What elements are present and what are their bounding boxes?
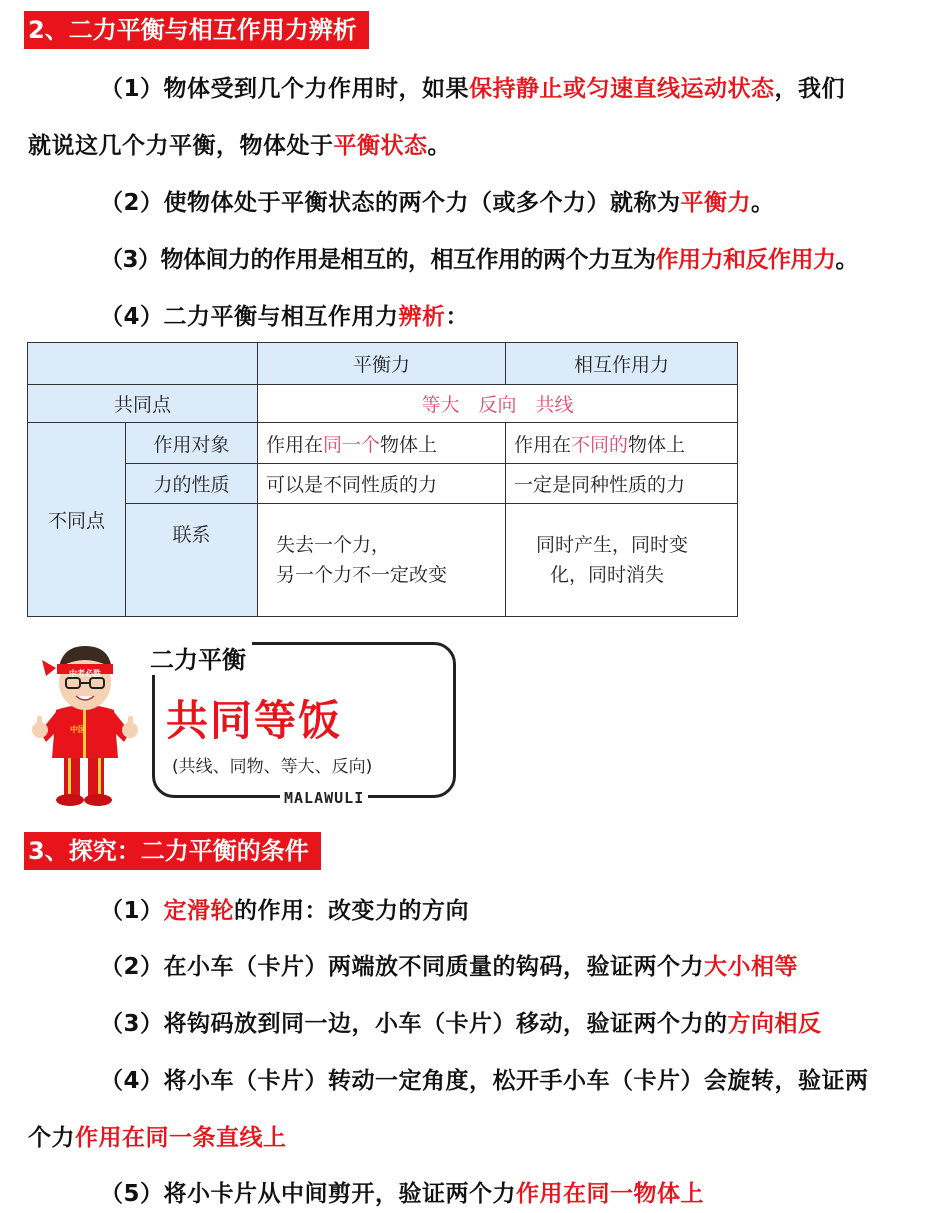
s3-paragraph-4-continued [28, 1119, 920, 1152]
s3p2-text: （2）在小车（卡片）两端放不同质量的钩码，验证两个力 [100, 954, 705, 980]
paragraph-2 [28, 184, 920, 217]
balance-target-c: 物体上 [380, 433, 438, 456]
s3p4-text: （4）将小车（卡片）转动一定角度，松开手小车（卡片）会旋转，验证两 [100, 1068, 869, 1094]
s3p1-highlight: 定滑轮 [163, 898, 235, 924]
s3p3-highlight: 方向相反 [727, 1011, 822, 1037]
cartoon-teacher-illustration [30, 632, 140, 810]
table-row-nature [28, 464, 738, 504]
paragraph-1 [28, 70, 920, 103]
s3-paragraph-2 [28, 948, 920, 981]
p1-highlight: 保持静止或匀速直线运动状态 [469, 76, 775, 102]
s3-paragraph-1 [28, 892, 920, 925]
banner-mnemonic: 共同等饭 [166, 696, 343, 745]
header-balance-force: 平衡力 [258, 343, 506, 385]
paragraph-4 [28, 298, 920, 331]
s3p2-highlight: 大小相等 [704, 954, 799, 980]
balance-target-b: 同一个 [323, 433, 381, 456]
s3p3-text: （3）将钩码放到同一边，小车（卡片）移动，验证两个力的 [100, 1011, 728, 1037]
difference-label: 不同点 [28, 423, 126, 617]
banner-title: 二力平衡 [144, 640, 252, 675]
mutual-relation-cell [506, 504, 738, 617]
p4-highlight: 辨析 [398, 304, 446, 330]
row-label-nature: 力的性质 [126, 464, 258, 504]
s3p1-end: 的作用：改变力的方向 [234, 898, 470, 924]
p3-highlight: 作用力和反作用力 [655, 247, 836, 273]
balance-target-cell [258, 423, 506, 464]
table-header-row [28, 343, 738, 385]
mutual-target-b: 不同的 [571, 433, 629, 456]
mutual-target-cell [506, 423, 738, 464]
table-row-target [28, 423, 738, 464]
p1c-text: 就说这几个力平衡，物体处于 [28, 133, 334, 159]
s3p4c-highlight: 作用在同一条直线上 [75, 1125, 287, 1151]
common-point-value: 等大 反向 共线 [258, 385, 738, 423]
paragraph-1-continued [28, 127, 920, 160]
s3-paragraph-5 [28, 1175, 920, 1208]
row-label-target: 作用对象 [126, 423, 258, 464]
mutual-relation-line1: 同时产生，同时变 [536, 534, 689, 556]
balance-relation-cell [258, 504, 506, 617]
s3p5-highlight: 作用在同一物体上 [516, 1181, 705, 1207]
row-label-relation: 联系 [126, 504, 258, 617]
common-point-label: 共同点 [28, 385, 258, 423]
balance-nature-cell: 可以是不同性质的力 [258, 464, 506, 504]
table-row-common [28, 385, 738, 423]
banner-explanation: (共线、同物、等大、反向) [172, 757, 373, 777]
balance-target-a: 作用在 [266, 433, 324, 456]
headband-text: 中考必胜 [69, 669, 101, 678]
header-mutual-force: 相互作用力 [506, 343, 738, 385]
p1c-end: 。 [427, 133, 451, 159]
s3-paragraph-3 [28, 1005, 920, 1038]
s3p5-text: （5）将小卡片从中间剪开，验证两个力 [100, 1181, 517, 1207]
mnemonic-banner [30, 632, 440, 810]
mutual-target-a: 作用在 [514, 433, 572, 456]
s3p4c-text: 个力 [28, 1125, 75, 1151]
watermark: MALAWULI [280, 789, 368, 807]
p3-text: （3）物体间力的作用是相互的，相互作用的两个力互为 [100, 247, 656, 273]
s3-paragraph-4 [28, 1062, 920, 1095]
p1c-highlight: 平衡状态 [333, 133, 428, 159]
balance-relation-line1: 失去一个力， [276, 534, 391, 556]
p3-end: 。 [835, 247, 859, 273]
section-3-title: 3、探究：二力平衡的条件 [24, 832, 321, 870]
mutual-relation-line2: 化，同时消失 [550, 564, 665, 586]
comparison-table [27, 342, 738, 617]
p2-highlight: 平衡力 [680, 190, 752, 216]
p4-text: （4）二力平衡与相互作用力 [100, 304, 399, 330]
s3p1-text: （1） [100, 898, 164, 924]
paragraph-3 [28, 241, 920, 274]
p1-text: （1）物体受到几个力作用时，如果 [100, 76, 470, 102]
table-row-relation [28, 504, 738, 617]
section-2-title: 2、二力平衡与相互作用力辨析 [24, 11, 369, 49]
table-corner-cell [28, 343, 258, 385]
balance-relation-line2: 另一个力不一定改变 [276, 564, 448, 586]
p2-end: 。 [751, 190, 775, 216]
p2-text: （2）使物体处于平衡状态的两个力（或多个力）就称为 [100, 190, 681, 216]
mutual-target-c: 物体上 [628, 433, 686, 456]
mutual-nature-cell: 一定是同种性质的力 [506, 464, 738, 504]
shirt-text: 中国 [70, 725, 86, 734]
p4-end: ： [445, 304, 470, 330]
p1-end: ，我们 [774, 76, 846, 102]
